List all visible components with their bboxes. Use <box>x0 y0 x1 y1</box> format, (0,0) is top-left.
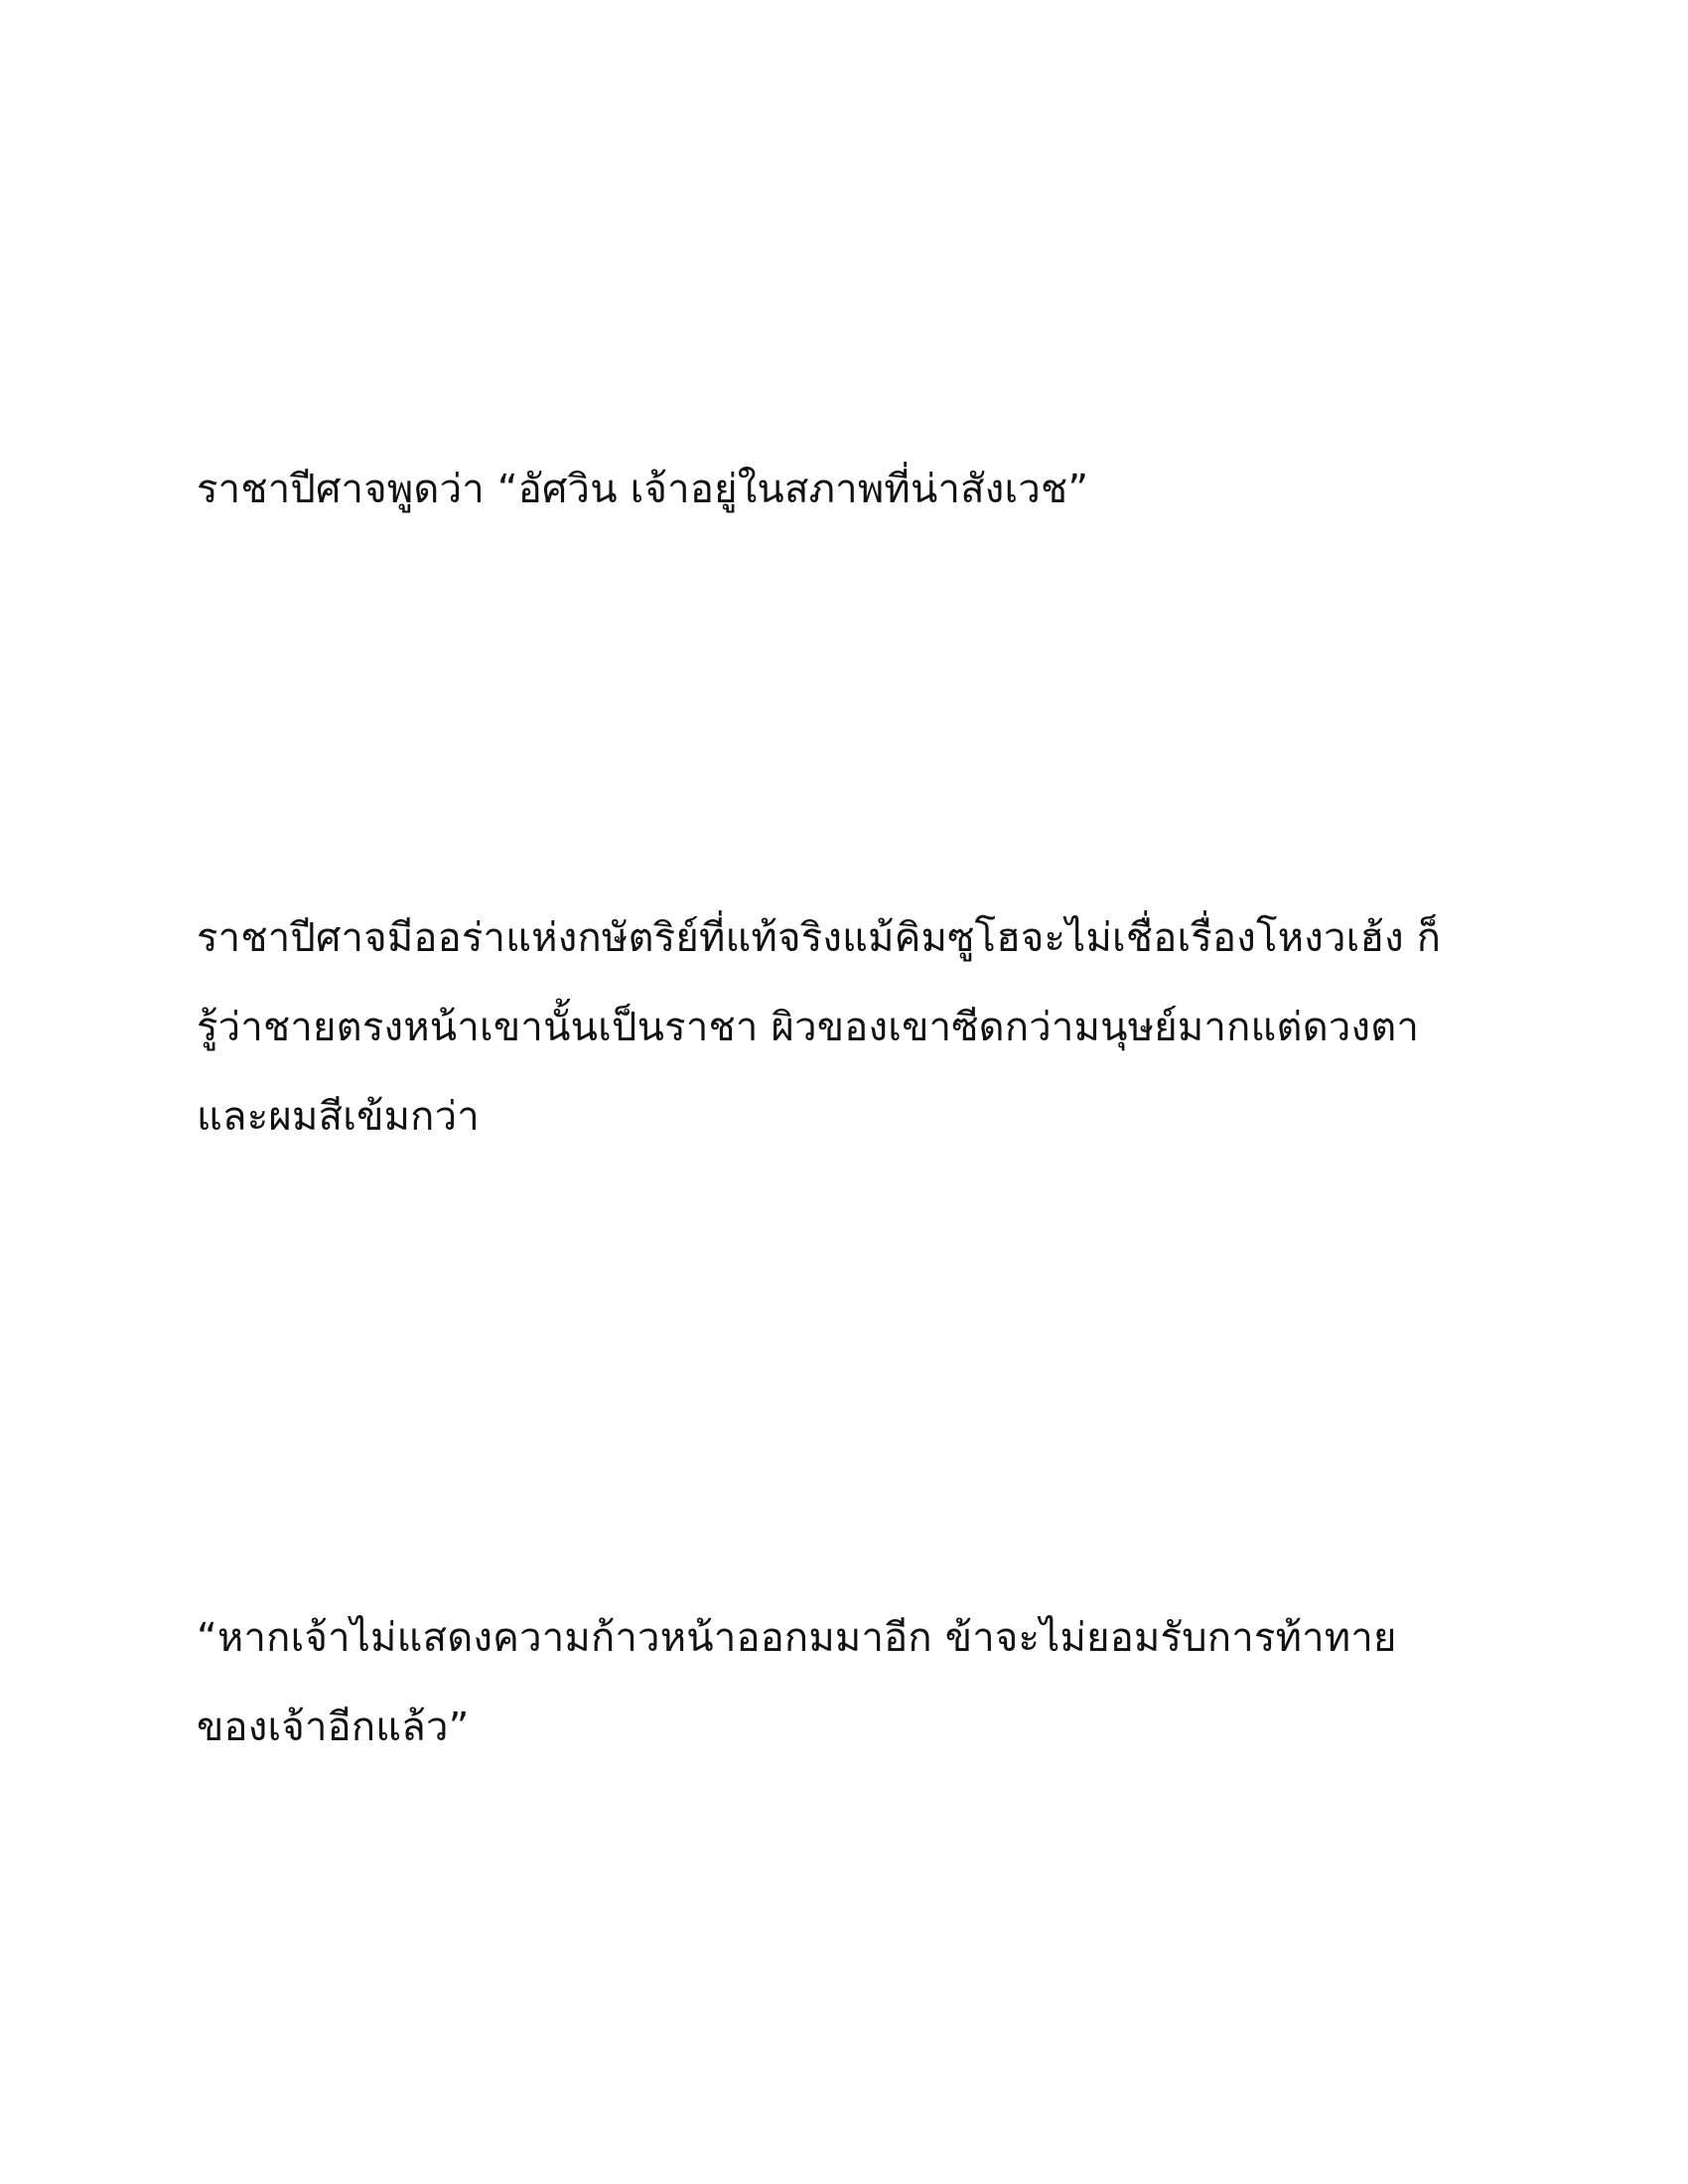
paragraph-line: ราชาปีศาจมีออร่าแห่งกษัตริย์ที่แท้จริงแม้คิมซูโฮจะไม่เชื่อเรื่องโหงวเฮ้ง ก็ <box>197 915 1442 961</box>
paragraph-line: ราชาปีศาจพูดว่า “อัศวิน เจ้าอยู่ในสภาพที่น่าสังเวช” <box>197 467 1089 512</box>
paragraph-line: และผมสีเข้มกว่า <box>197 1094 480 1140</box>
paragraph-demon-king-aura <box>197 893 1497 1161</box>
paragraph-line: ของเจ้าอีกแล้ว” <box>197 1705 470 1750</box>
paragraph-challenge-warning <box>197 1593 1497 1772</box>
paragraph-line: รู้ว่าชายตรงหน้าเขานั้นเป็นราชา ผิวของเขาซีดกว่ามนุษย์มากแต่ดวงตา <box>197 1005 1420 1050</box>
paragraph-line: “หากเจ้าไม่แสดงความก้าวหน้าออกมมาอีก ข้าจะไม่ยอมรับการท้าทาย <box>197 1615 1397 1661</box>
paragraph-demon-king-speech <box>197 445 1497 534</box>
